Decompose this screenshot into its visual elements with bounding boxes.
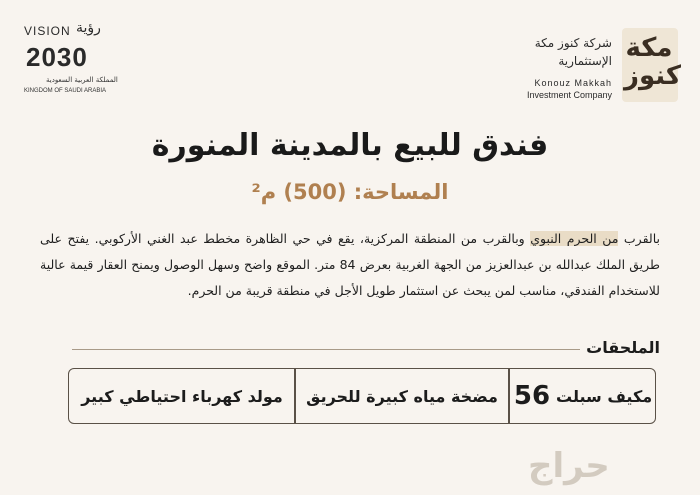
attachment-count: 56: [513, 381, 551, 411]
kingdom-english: KINGDOM OF SAUDI ARABIA: [24, 88, 107, 94]
attachment-label: مكيف سبلت: [556, 386, 653, 406]
vision-year: 2030: [26, 42, 88, 72]
company-emblem: [622, 28, 682, 102]
attachment-item-split-ac: [510, 368, 656, 424]
description-highlight: من الحرم النبوي: [530, 231, 619, 246]
kingdom-arabic: المملكة العربية السعودية: [46, 76, 118, 84]
company-name-en-1: Konouz Makkah: [534, 78, 612, 88]
company-name-ar-2: الإستثمارية: [558, 54, 612, 68]
company-name-en-2: Investment Company: [526, 90, 612, 100]
attachments-divider: [72, 349, 580, 350]
attachment-label: مضخة مياه كبيرة للحريق: [306, 386, 498, 406]
page-title: فندق للبيع بالمدينة المنورة: [151, 128, 549, 163]
vision-2030-logo: [20, 18, 130, 98]
description-post: وبالقرب من المنطقة المركزية، يقع في حي الظاهرة مخطط عبد الغني الأركوبي. يفتح على طريق الملك عبدالله بن عبدالعزيز من الجهة الغربية بعرض 84 متر. الموقع واضح وسهل الوصول ويمنح العقار قيمة عالية للاستخدام الفندقي، مناسب لمن يبحث عن استثمار طويل الأجل في منطقة قريبة من الحرم.: [40, 231, 660, 298]
company-emblem-text: مكة كنوز: [624, 33, 682, 91]
attachments-title: الملحقات: [586, 338, 660, 357]
attachment-label: مولد كهرباء احتياطي كبير: [81, 386, 283, 406]
description-pre: بالقرب: [618, 231, 661, 246]
company-logo: [478, 28, 682, 108]
vision-arabic-label: رؤية: [76, 20, 101, 36]
company-name-ar-1: شركة كنوز مكة: [534, 36, 612, 50]
watermark: حراج: [528, 446, 610, 486]
attachment-item-fire-pump: [296, 368, 508, 424]
vision-label: VISION: [24, 24, 71, 38]
attachment-item-generator: [70, 368, 294, 424]
area-label: المساحة: (500) م²: [251, 180, 449, 204]
description: [40, 226, 660, 304]
